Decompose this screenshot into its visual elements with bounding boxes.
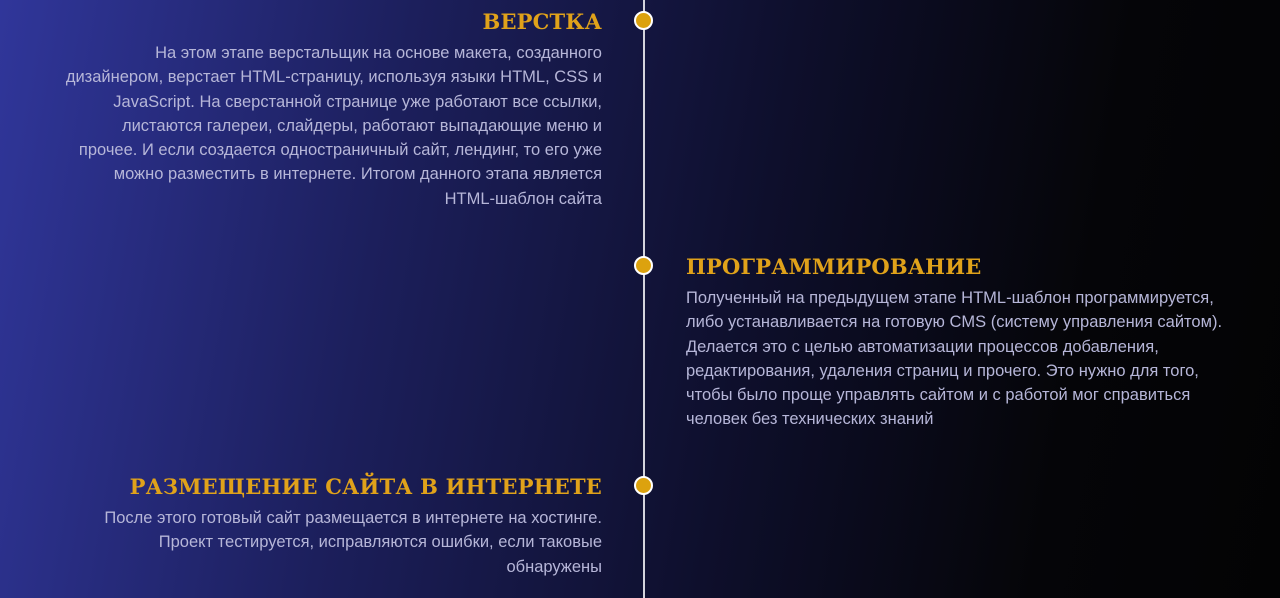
step-description — [104, 506, 602, 579]
step-text-line: прочее. И если создается одностраничный сайт, лендинг, то его уже — [78, 141, 602, 160]
step-text-line: Полученный на предыдущем этапе HTML-шаблон программируется, — [686, 289, 1214, 307]
step-text-line: HTML-шаблон сайта — [444, 189, 602, 208]
timeline-dot-3 — [634, 476, 653, 495]
timeline-line — [643, 0, 645, 598]
step-text-line: Проект тестируется, исправляются ошибки, если таковые — [158, 533, 602, 552]
step-layout — [66, 9, 602, 211]
timeline-dot-1 — [634, 11, 653, 30]
step-description — [686, 286, 1222, 432]
step-text-line: листаются галереи, слайдеры, работают выпадающие меню и — [121, 116, 602, 135]
step-text-line: После этого готовый сайт размещается в интернете на хостинге. — [104, 509, 602, 527]
step-title: ВЕРСТКА — [482, 9, 602, 34]
step-text-line: Делается это с целью автоматизации процессов добавления, — [686, 337, 1159, 356]
step-text-line: обнаружены — [506, 557, 602, 576]
step-text-line: JavaScript. На сверстанной странице уже работают все ссылки, — [113, 92, 602, 111]
step-text-line: чтобы было проще управлять сайтом и с работой мог справиться — [686, 386, 1191, 405]
step-text-line: человек без технических знаний — [686, 410, 934, 429]
step-description — [66, 41, 602, 211]
timeline-dot-2 — [634, 256, 653, 275]
step-title: РАЗМЕЩЕНИЕ САЙТА В ИНТЕРНЕТЕ — [129, 474, 602, 499]
step-text-line: дизайнером, верстает HTML-страницу, используя языки HTML, CSS и — [65, 68, 602, 87]
step-hosting — [104, 474, 602, 579]
step-text-line: На этом этапе верстальщик на основе макета, созданного — [155, 44, 602, 62]
step-title: ПРОГРАММИРОВАНИЕ — [686, 254, 982, 279]
step-text-line: либо устанавливается на готовую CMS (систему управления сайтом). — [686, 313, 1223, 332]
step-programming — [686, 254, 1222, 432]
step-text-line: можно разместить в интернете. Итогом данного этапа является — [113, 165, 602, 184]
step-text-line: редактирования, удаления страниц и прочего. Это нужно для того, — [686, 361, 1199, 380]
